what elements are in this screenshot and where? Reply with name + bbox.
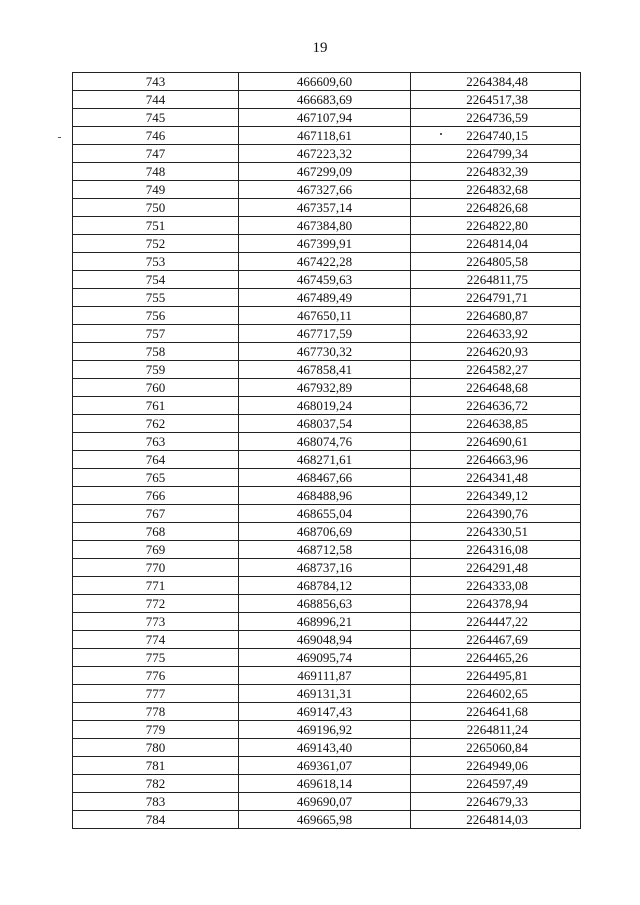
table-row [73, 127, 581, 145]
y-coordinate-cell: 2264805,58 [411, 253, 581, 271]
point-number-cell: 745 [73, 109, 239, 127]
table-row [73, 649, 581, 667]
point-number-cell: 773 [73, 613, 239, 631]
y-coordinate-cell: 2264736,59 [411, 109, 581, 127]
point-number-cell: 772 [73, 595, 239, 613]
y-coordinate-cell: 2264822,80 [411, 217, 581, 235]
y-coordinate-cell: 2264390,76 [411, 505, 581, 523]
x-coordinate-cell: 469618,14 [239, 775, 411, 793]
y-coordinate-cell: 2264799,34 [411, 145, 581, 163]
coordinates-table-body [73, 73, 581, 829]
point-number-cell: 780 [73, 739, 239, 757]
y-coordinate-cell: 2264291,48 [411, 559, 581, 577]
table-row [73, 523, 581, 541]
y-coordinate-cell: 2264826,68 [411, 199, 581, 217]
table-row [73, 811, 581, 829]
x-coordinate-cell: 467223,32 [239, 145, 411, 163]
y-coordinate-cell: 2264316,08 [411, 541, 581, 559]
y-coordinate-cell: 2264814,04 [411, 235, 581, 253]
point-number-cell: 753 [73, 253, 239, 271]
y-coordinate-cell: 2264465,26 [411, 649, 581, 667]
point-number-cell: 764 [73, 451, 239, 469]
x-coordinate-cell: 469048,94 [239, 631, 411, 649]
x-coordinate-cell: 468856,63 [239, 595, 411, 613]
table-row [73, 433, 581, 451]
point-number-cell: 759 [73, 361, 239, 379]
x-coordinate-cell: 468019,24 [239, 397, 411, 415]
x-coordinate-cell: 468467,66 [239, 469, 411, 487]
table-row [73, 451, 581, 469]
point-number-cell: 749 [73, 181, 239, 199]
table-row [73, 73, 581, 91]
table-row [73, 613, 581, 631]
table-row [73, 361, 581, 379]
point-number-cell: 747 [73, 145, 239, 163]
y-coordinate-cell: 2264811,75 [411, 271, 581, 289]
x-coordinate-cell: 467459,63 [239, 271, 411, 289]
x-coordinate-cell: 467107,94 [239, 109, 411, 127]
x-coordinate-cell: 467650,11 [239, 307, 411, 325]
x-coordinate-cell: 469196,92 [239, 721, 411, 739]
point-number-cell: 777 [73, 685, 239, 703]
point-number-cell: 769 [73, 541, 239, 559]
x-coordinate-cell: 468996,21 [239, 613, 411, 631]
x-coordinate-cell: 468706,69 [239, 523, 411, 541]
point-number-cell: 761 [73, 397, 239, 415]
point-number-cell: 783 [73, 793, 239, 811]
x-coordinate-cell: 467118,61 [239, 127, 411, 145]
y-coordinate-cell: 2264679,33 [411, 793, 581, 811]
table-row [73, 667, 581, 685]
x-coordinate-cell: 468737,16 [239, 559, 411, 577]
point-number-cell: 766 [73, 487, 239, 505]
y-coordinate-cell: 2265060,84 [411, 739, 581, 757]
point-number-cell: 767 [73, 505, 239, 523]
point-number-cell: 752 [73, 235, 239, 253]
point-number-cell: 762 [73, 415, 239, 433]
table-row [73, 595, 581, 613]
x-coordinate-cell: 467299,09 [239, 163, 411, 181]
y-coordinate-cell: 2264620,93 [411, 343, 581, 361]
y-coordinate-cell: 2264791,71 [411, 289, 581, 307]
table-row [73, 487, 581, 505]
y-coordinate-cell: 2264663,96 [411, 451, 581, 469]
page-number: 19 [312, 40, 328, 56]
table-row [73, 631, 581, 649]
y-coordinate-cell: 2264680,87 [411, 307, 581, 325]
table-row [73, 793, 581, 811]
y-coordinate-cell: 2264811,24 [411, 721, 581, 739]
scan-speck [58, 137, 61, 138]
point-number-cell: 779 [73, 721, 239, 739]
y-coordinate-cell: 2264341,48 [411, 469, 581, 487]
y-coordinate-cell: 2264330,51 [411, 523, 581, 541]
table-row [73, 163, 581, 181]
y-coordinate-cell: 2264495,81 [411, 667, 581, 685]
x-coordinate-cell: 468712,58 [239, 541, 411, 559]
y-coordinate-cell: 2264333,08 [411, 577, 581, 595]
y-coordinate-cell: 2264814,03 [411, 811, 581, 829]
x-coordinate-cell: 467489,49 [239, 289, 411, 307]
x-coordinate-cell: 469111,87 [239, 667, 411, 685]
point-number-cell: 775 [73, 649, 239, 667]
table-row [73, 757, 581, 775]
point-number-cell: 776 [73, 667, 239, 685]
x-coordinate-cell: 467730,32 [239, 343, 411, 361]
point-number-cell: 778 [73, 703, 239, 721]
x-coordinate-cell: 468271,61 [239, 451, 411, 469]
point-number-cell: 750 [73, 199, 239, 217]
x-coordinate-cell: 469131,31 [239, 685, 411, 703]
x-coordinate-cell: 469147,43 [239, 703, 411, 721]
table-row [73, 505, 581, 523]
table-row [73, 415, 581, 433]
point-number-cell: 781 [73, 757, 239, 775]
x-coordinate-cell: 469095,74 [239, 649, 411, 667]
point-number-cell: 770 [73, 559, 239, 577]
y-coordinate-cell: 2264832,39 [411, 163, 581, 181]
point-number-cell: 765 [73, 469, 239, 487]
x-coordinate-cell: 468488,96 [239, 487, 411, 505]
y-coordinate-cell: 2264633,92 [411, 325, 581, 343]
x-coordinate-cell: 467932,89 [239, 379, 411, 397]
point-number-cell: 782 [73, 775, 239, 793]
point-number-cell: 760 [73, 379, 239, 397]
x-coordinate-cell: 467399,91 [239, 235, 411, 253]
coordinates-table [72, 72, 581, 829]
table-row [73, 379, 581, 397]
y-coordinate-cell: 2264582,27 [411, 361, 581, 379]
point-number-cell: 756 [73, 307, 239, 325]
point-number-cell: 771 [73, 577, 239, 595]
table-row [73, 181, 581, 199]
table-row [73, 685, 581, 703]
point-number-cell: 743 [73, 73, 239, 91]
x-coordinate-cell: 469361,07 [239, 757, 411, 775]
x-coordinate-cell: 469690,07 [239, 793, 411, 811]
table-row [73, 289, 581, 307]
y-coordinate-cell: 2264636,72 [411, 397, 581, 415]
table-row [73, 109, 581, 127]
point-number-cell: 751 [73, 217, 239, 235]
y-coordinate-cell: 2264832,68 [411, 181, 581, 199]
table-row [73, 325, 581, 343]
y-coordinate-cell: 2264349,12 [411, 487, 581, 505]
x-coordinate-cell: 469143,40 [239, 739, 411, 757]
point-number-cell: 744 [73, 91, 239, 109]
x-coordinate-cell: 467384,80 [239, 217, 411, 235]
point-number-cell: 784 [73, 811, 239, 829]
table-row [73, 721, 581, 739]
point-number-cell: 754 [73, 271, 239, 289]
scan-speck [440, 133, 442, 135]
point-number-cell: 758 [73, 343, 239, 361]
x-coordinate-cell: 467717,59 [239, 325, 411, 343]
y-coordinate-cell: 2264641,68 [411, 703, 581, 721]
table-row [73, 559, 581, 577]
table-row [73, 541, 581, 559]
x-coordinate-cell: 468037,54 [239, 415, 411, 433]
x-coordinate-cell: 468784,12 [239, 577, 411, 595]
table-row [73, 271, 581, 289]
y-coordinate-cell: 2264740,15 [411, 127, 581, 145]
y-coordinate-cell: 2264648,68 [411, 379, 581, 397]
x-coordinate-cell: 466683,69 [239, 91, 411, 109]
point-number-cell: 755 [73, 289, 239, 307]
table-row [73, 199, 581, 217]
table-row [73, 91, 581, 109]
table-row [73, 145, 581, 163]
x-coordinate-cell: 466609,60 [239, 73, 411, 91]
y-coordinate-cell: 2264949,06 [411, 757, 581, 775]
y-coordinate-cell: 2264447,22 [411, 613, 581, 631]
table-row [73, 307, 581, 325]
x-coordinate-cell: 467357,14 [239, 199, 411, 217]
y-coordinate-cell: 2264638,85 [411, 415, 581, 433]
point-number-cell: 746 [73, 127, 239, 145]
x-coordinate-cell: 467422,28 [239, 253, 411, 271]
y-coordinate-cell: 2264467,69 [411, 631, 581, 649]
point-number-cell: 768 [73, 523, 239, 541]
point-number-cell: 748 [73, 163, 239, 181]
table-row [73, 217, 581, 235]
table-row [73, 469, 581, 487]
point-number-cell: 763 [73, 433, 239, 451]
x-coordinate-cell: 467327,66 [239, 181, 411, 199]
y-coordinate-cell: 2264384,48 [411, 73, 581, 91]
table-row [73, 343, 581, 361]
y-coordinate-cell: 2264602,65 [411, 685, 581, 703]
y-coordinate-cell: 2264597,49 [411, 775, 581, 793]
x-coordinate-cell: 468655,04 [239, 505, 411, 523]
table-row [73, 775, 581, 793]
x-coordinate-cell: 467858,41 [239, 361, 411, 379]
point-number-cell: 774 [73, 631, 239, 649]
y-coordinate-cell: 2264378,94 [411, 595, 581, 613]
y-coordinate-cell: 2264517,38 [411, 91, 581, 109]
table-row [73, 703, 581, 721]
table-row [73, 739, 581, 757]
table-row [73, 577, 581, 595]
table-row [73, 397, 581, 415]
x-coordinate-cell: 469665,98 [239, 811, 411, 829]
point-number-cell: 757 [73, 325, 239, 343]
y-coordinate-cell: 2264690,61 [411, 433, 581, 451]
x-coordinate-cell: 468074,76 [239, 433, 411, 451]
table-row [73, 235, 581, 253]
table-row [73, 253, 581, 271]
